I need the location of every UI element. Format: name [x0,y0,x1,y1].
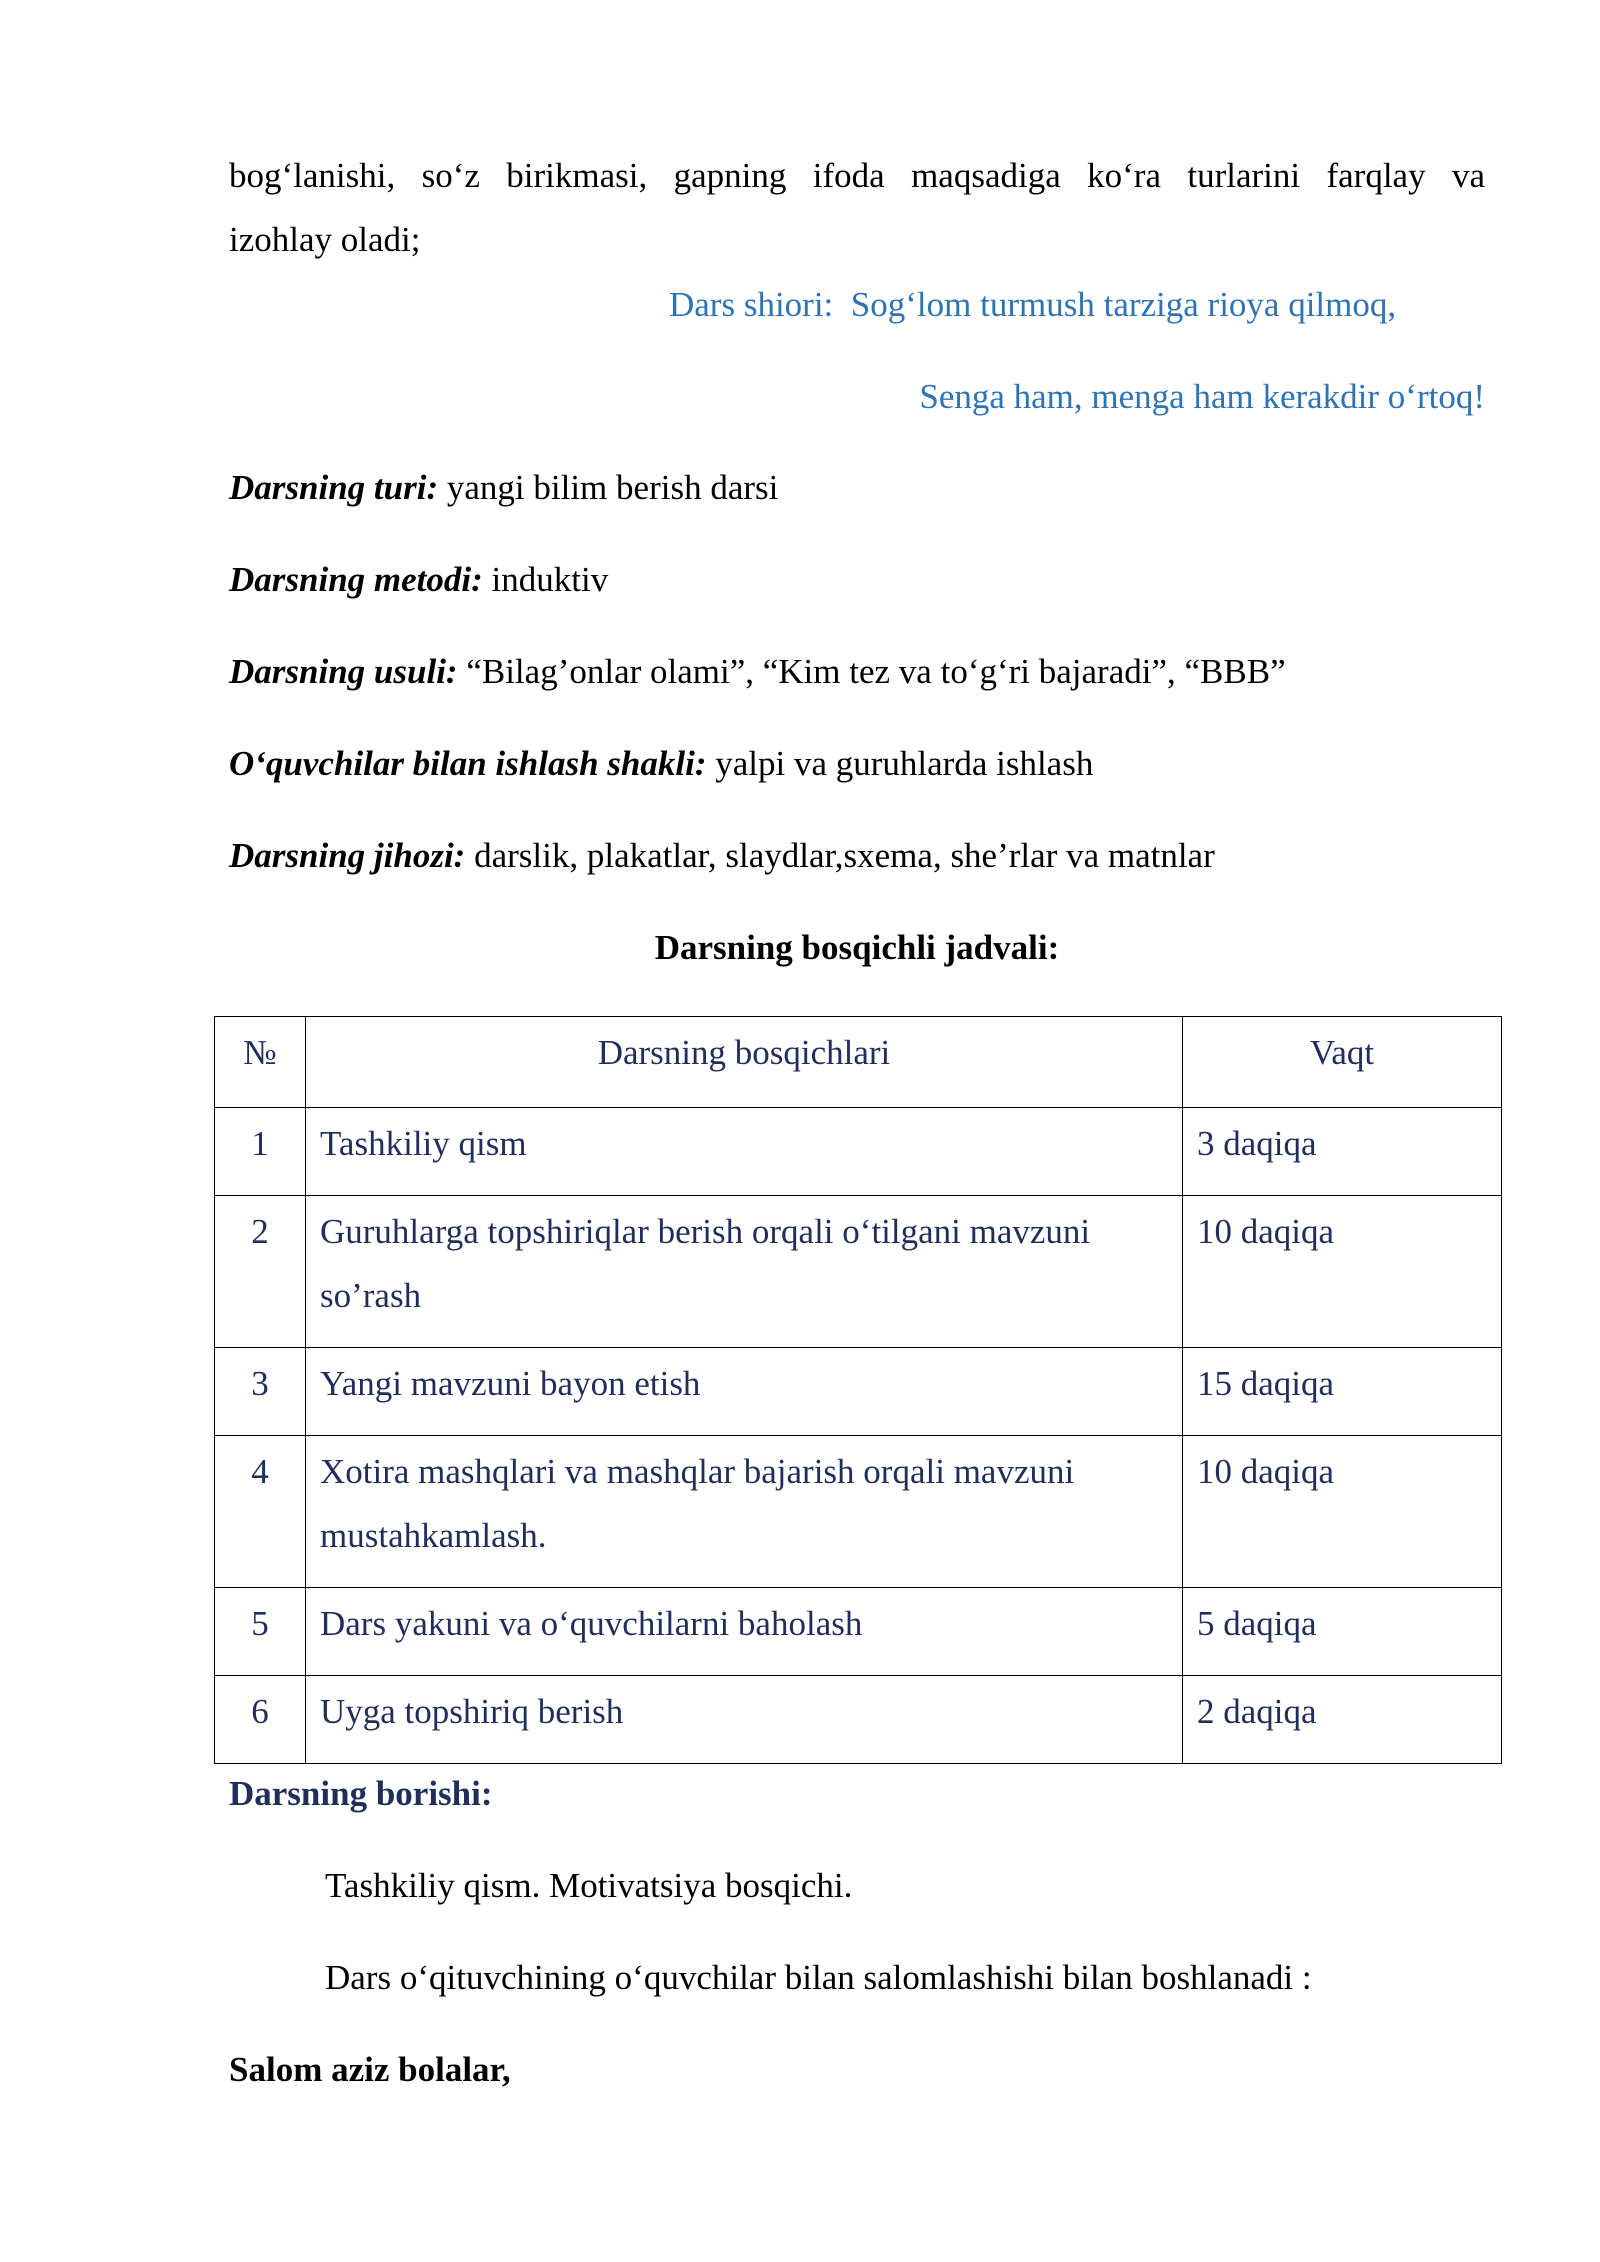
row-step: Guruhlarga topshiriqlar berish orqali o‘tilgani mavzuni so’rash [306,1196,1183,1348]
row-number: 4 [215,1436,306,1588]
greeting: Salom aziz bolalar, [229,2050,511,2089]
field-work-form [229,744,1093,784]
field-lesson-type [229,468,778,508]
header-time: Vaqt [1183,1017,1502,1108]
field-value: induktiv [491,560,609,599]
header-number: № [215,1017,306,1108]
table-row [215,1676,1502,1764]
row-step: Uyga topshiriq berish [306,1676,1183,1764]
field-value: darslik, plakatlar, slaydlar,sxema, she’rlar va matnlar [474,836,1215,875]
row-step: Xotira mashqlari va mashqlar bajarish orqali mavzuni mustahkamlash. [306,1436,1183,1588]
field-equipment [229,836,1215,876]
field-value: “Bilag’onlar olami”, “Kim tez va to‘g‘ri bajaradi”, “BBB” [466,652,1286,691]
row-number: 6 [215,1676,306,1764]
table-title: Darsning bosqichli jadvali: [654,928,1060,967]
table-row [215,1108,1502,1196]
table-row [215,1588,1502,1676]
motto-line-1 [669,285,1396,325]
lesson-stages-table [214,1016,1502,1764]
table-row [215,1196,1502,1348]
progress-paragraph-1: Tashkiliy qism. Motivatsiya bosqichi. [325,1866,853,1905]
row-step: Tashkiliy qism [306,1108,1183,1196]
row-number: 3 [215,1348,306,1436]
table-header-row [215,1017,1502,1108]
row-time: 10 daqiqa [1183,1196,1502,1348]
intro-line-2: izohlay oladi; [229,220,421,259]
motto-text-1: Sog‘lom turmush tarziga rioya qilmoq, [850,285,1397,324]
field-label: Darsning usuli: [229,652,458,691]
field-label: Darsning metodi: [229,560,483,599]
row-time: 15 daqiqa [1183,1348,1502,1436]
field-lesson-method [229,560,608,600]
field-lesson-style [229,652,1286,692]
row-time: 10 daqiqa [1183,1436,1502,1588]
table-row [215,1348,1502,1436]
field-value: yangi bilim berish darsi [446,468,779,507]
progress-paragraph-2: Dars o‘qituvchining o‘quvchilar bilan salomlashishi bilan boshlanadi : [325,1958,1312,1997]
header-stages: Darsning bosqichlari [306,1017,1183,1108]
progress-heading: Darsning borishi: [229,1774,493,1813]
row-number: 1 [215,1108,306,1196]
row-step: Yangi mavzuni bayon etish [306,1348,1183,1436]
row-time: 2 daqiqa [1183,1676,1502,1764]
intro-line-1: bog‘lanishi, so‘z birikmasi, gapning ifoda maqsadiga ko‘ra turlarini farqlay va [229,156,1485,195]
motto-line-2: Senga ham, menga ham kerakdir o‘rtoq! [919,377,1485,416]
row-time: 3 daqiqa [1183,1108,1502,1196]
field-label: Darsning jihozi: [229,836,466,875]
row-step: Dars yakuni va o‘quvchilarni baholash [306,1588,1183,1676]
row-number: 5 [215,1588,306,1676]
row-number: 2 [215,1196,306,1348]
motto-label: Dars shiori: [669,285,834,324]
field-value: yalpi va guruhlarda ishlash [715,744,1094,783]
table-row [215,1436,1502,1588]
row-time: 5 daqiqa [1183,1588,1502,1676]
field-label: Darsning turi: [229,468,439,507]
field-label: O‘quvchilar bilan ishlash shakli: [229,744,707,783]
